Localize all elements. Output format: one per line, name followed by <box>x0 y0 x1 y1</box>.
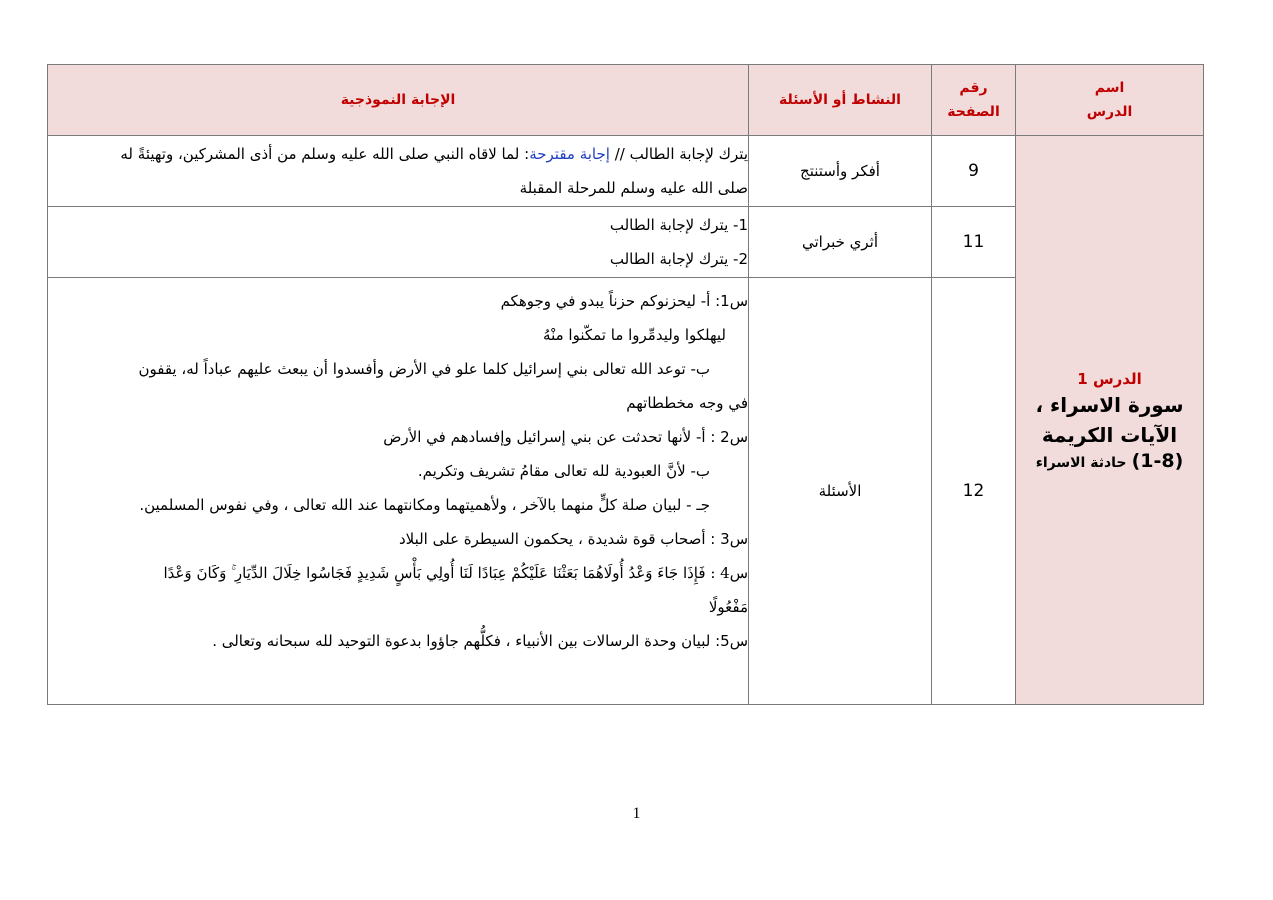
header-lesson-name <box>1016 65 1204 136</box>
lesson-label: الدرس 1 <box>1077 370 1142 388</box>
answer-line: جـ - لبيان صلة كلٍّ منهما بالآخر ، ولأهميتهما ومكانتهما عند الله تعالى ، وفي نفوس المسلمين. <box>139 496 710 514</box>
activity-cell: الأسئلة <box>749 278 932 705</box>
answer-line: ليهلكوا وليدمِّروا ما تمكّنوا منْهُ <box>543 326 726 344</box>
activity-cell: أفكر وأستنتج <box>749 136 932 207</box>
answer-line: ب- لأنَّ العبودية لله تعالى مقامُ تشريف وتكريم. <box>417 462 710 480</box>
lesson-event: حادثة الاسراء <box>1035 455 1127 471</box>
header-lesson-line2: الدرس <box>1086 104 1133 120</box>
answer-line: س4 : فَإِذَا جَاءَ وَعْدُ أُولَاهُمَا بَعَثْنَا عَلَيْكُمْ عِبَادًا لَنَا أُولِي بَأْسٍ شَدِيدٍ فَجَاسُوا خِلَالَ الدِّيَارِ ۚ وَكَانَ وَعْدًا <box>163 564 748 582</box>
answer-cell <box>48 136 749 207</box>
header-page-line1: رقم <box>959 80 988 96</box>
suggested-answer-label: إجابة مقترحة <box>529 145 610 163</box>
answer-line: مَفْعُولًا <box>708 598 748 616</box>
page-number: 1 <box>632 805 641 822</box>
lesson-range-line <box>1016 450 1203 472</box>
lesson-title-line1: سورة الاسراء ، <box>1035 393 1184 417</box>
answer-line: س2 : أ- لأنها تحدثت عن بني إسرائيل وإفسادهم في الأرض <box>383 428 748 446</box>
activity-cell: أثري خبراتي <box>749 207 932 278</box>
header-row <box>48 65 1204 136</box>
answer-key-table <box>47 64 1204 705</box>
answer-line: س3 : أصحاب قوة شديدة ، يحكمون السيطرة على البلاد <box>398 530 748 548</box>
lesson-cell <box>1016 136 1204 705</box>
lesson-verse-range: (1-8) <box>1131 450 1184 472</box>
page-cell: 11 <box>932 207 1016 278</box>
answer-line: في وجه مخططاتهم <box>626 394 748 412</box>
answer-line <box>48 137 748 171</box>
answer-line: س1: أ- ليحزنوكم حزناً يبدو في وجوهكم <box>500 292 748 310</box>
answer-line: س5: لبيان وحدة الرسالات بين الأنبياء ، فكلُّهم جاؤوا بدعوة التوحيد لله سبحانه وتعالى . <box>212 632 748 650</box>
table-row <box>48 136 1204 207</box>
header-lesson-line1: اسم <box>1094 80 1125 96</box>
answer-cell <box>48 207 749 278</box>
page-cell: 12 <box>932 278 1016 705</box>
answer-prefix: يترك لإجابة الطالب // <box>609 145 748 163</box>
header-activity: النشاط أو الأسئلة <box>749 65 932 136</box>
answer-line: ب- توعد الله تعالى بني إسرائيل كلما علو في الأرض وأفسدوا أن يبعث عليهم عباداً له، يقفون <box>138 360 710 378</box>
header-answer: الإجابة النموذجية <box>48 65 749 136</box>
answer-cell <box>48 278 749 705</box>
answer-rest: : لما لاقاه النبي صلى الله عليه وسلم من أذى المشركين، وتهيئةً له <box>120 145 530 163</box>
page-cell: 9 <box>932 136 1016 207</box>
answer-line: 2- يترك لإجابة الطالب <box>609 250 748 268</box>
header-page-line2: الصفحة <box>947 104 1000 120</box>
header-page-number <box>932 65 1016 136</box>
answer-line: صلى الله عليه وسلم للمرحلة المقبلة <box>519 179 748 197</box>
lesson-title-line2: الآيات الكريمة <box>1041 423 1178 447</box>
answer-line: 1- يترك لإجابة الطالب <box>609 216 748 234</box>
